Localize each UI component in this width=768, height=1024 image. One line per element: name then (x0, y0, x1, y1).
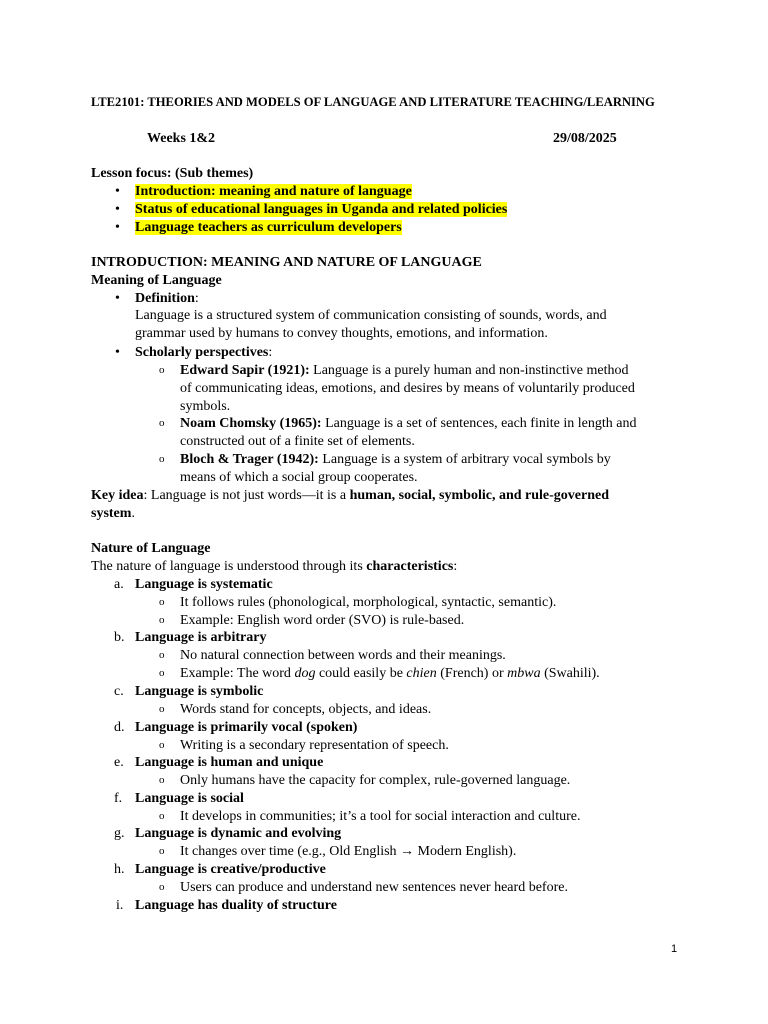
characteristic-detail: Words stand for concepts, objects, and ideas. (180, 702, 432, 717)
circle-bullet-icon: o (159, 739, 165, 751)
scholar-name: Noam Chomsky (1965): (180, 416, 322, 431)
characteristic-detail: Only humans have the capacity for complex, rule-governed language. (180, 773, 571, 788)
list-letter: a. (114, 577, 124, 592)
example-text: could easily be (315, 666, 407, 681)
circle-bullet-icon: o (159, 845, 165, 857)
section-heading-introduction: INTRODUCTION: MEANING AND NATURE OF LANGUAGE (91, 255, 482, 270)
list-letter: b. (114, 630, 125, 645)
characteristic-detail: No natural connection between words and their meanings. (180, 648, 506, 663)
key-idea-text: : Language is not just words—it is a (143, 488, 350, 503)
list-letter: h. (114, 862, 125, 877)
definition-text-1: Language is a structured system of communication consisting of sounds, words, and (135, 308, 607, 323)
bullet-icon: • (115, 202, 120, 217)
scholar-bloch-line1 (180, 451, 611, 468)
bullet-icon: • (115, 345, 120, 360)
list-letter: f. (114, 791, 123, 806)
list-letter: i. (116, 898, 124, 913)
circle-bullet-icon: o (159, 453, 165, 465)
scholar-sapir-line1 (180, 362, 628, 379)
definition-label-line (135, 290, 199, 307)
course-title-text: THEORIES AND MODELS OF LANGUAGE AND LITERATURE TEACHING/LEARNING (147, 95, 655, 109)
weeks-label: Weeks 1&2 (147, 131, 216, 146)
bullet-icon: • (115, 220, 120, 235)
scholar-text: Language is a system of arbitrary vocal symbols by (318, 452, 611, 467)
subheading-nature: Nature of Language (91, 541, 211, 556)
circle-bullet-icon: o (159, 810, 165, 822)
page-number: 1 (671, 943, 678, 955)
characteristic-title: Language is human and unique (135, 755, 324, 770)
circle-bullet-icon: o (159, 881, 165, 893)
example-word-chien: chien (406, 666, 437, 681)
characteristic-detail: It follows rules (phonological, morphological, syntactic, semantic). (180, 595, 557, 610)
example-text: (Swahili). (540, 666, 600, 681)
scholar-text: Language is a purely human and non-instinctive method (309, 363, 629, 378)
nature-intro (91, 558, 457, 575)
key-idea-emphasis: human, social, symbolic, and rule-governed (349, 488, 609, 503)
characteristic-title: Language is systematic (135, 577, 273, 592)
circle-bullet-icon: o (159, 774, 165, 786)
scholar-sapir-line2: of communicating ideas, emotions, and desires by means of voluntarily produced (180, 381, 635, 396)
nature-intro-text: The nature of language is understood through its (91, 559, 367, 574)
characteristic-title: Language is arbitrary (135, 630, 267, 645)
key-idea-emphasis-2: system (91, 506, 132, 521)
lesson-focus-item-text: Language teachers as curriculum developers (135, 220, 402, 235)
circle-bullet-icon: o (159, 596, 165, 608)
characteristic-title: Language is primarily vocal (spoken) (135, 720, 358, 735)
key-idea-label: Key idea (91, 488, 144, 503)
lesson-focus-heading: Lesson focus: (Sub themes) (91, 166, 254, 181)
scholarly-label-line (135, 344, 272, 361)
date-label: 29/08/2025 (553, 131, 617, 146)
definition-colon: : (194, 291, 199, 306)
nature-intro-bold: characteristics (366, 559, 454, 574)
list-letter: g. (114, 826, 125, 841)
characteristic-detail: Writing is a secondary representation of speech. (180, 738, 449, 753)
course-title (91, 94, 655, 111)
circle-bullet-icon: o (159, 667, 165, 679)
circle-bullet-icon: o (159, 417, 165, 429)
characteristic-title: Language is dynamic and evolving (135, 826, 342, 841)
key-idea-line1 (91, 487, 609, 504)
characteristic-title: Language is creative/productive (135, 862, 326, 877)
lesson-focus-item (135, 219, 402, 236)
key-idea-line2 (91, 505, 135, 522)
characteristic-title: Language is social (135, 791, 244, 806)
example-text: Example: The word (180, 666, 295, 681)
lesson-focus-item (135, 201, 507, 218)
scholar-bloch-line2: means of which a social group cooperates. (180, 470, 418, 485)
characteristic-detail: It changes over time (e.g., Old English → Modern English). (180, 844, 517, 859)
circle-bullet-icon: o (159, 364, 165, 376)
characteristic-detail: It develops in communities; it’s a tool for social interaction and culture. (180, 809, 581, 824)
lesson-focus-item (135, 183, 412, 200)
characteristic-detail: Example: English word order (SVO) is rule-based. (180, 613, 465, 628)
characteristic-detail-example (180, 665, 600, 682)
scholarly-label: Scholarly perspectives (135, 345, 269, 360)
bullet-icon: • (115, 291, 120, 306)
circle-bullet-icon: o (159, 614, 165, 626)
definition-text-2: grammar used by humans to convey thoughts, emotions, and information. (135, 326, 548, 341)
circle-bullet-icon: o (159, 649, 165, 661)
list-letter: c. (114, 684, 124, 699)
scholar-chomsky-line2: constructed out of a finite set of elements. (180, 434, 415, 449)
example-word-mbwa: mbwa (507, 666, 541, 681)
subheading-meaning: Meaning of Language (91, 273, 222, 288)
scholar-name: Bloch & Trager (1942): (180, 452, 319, 467)
definition-label: Definition (135, 291, 195, 306)
course-code: LTE2101: (91, 95, 145, 109)
circle-bullet-icon: o (159, 703, 165, 715)
nature-intro-end: : (453, 559, 458, 574)
list-letter: e. (114, 755, 124, 770)
scholar-sapir-line3: symbols. (180, 399, 231, 414)
lesson-focus-item-text: Status of educational languages in Uganda and related policies (135, 202, 508, 217)
bullet-icon: • (115, 184, 120, 199)
scholar-chomsky-line1 (180, 415, 636, 432)
scholarly-colon: : (268, 345, 273, 360)
example-word-dog: dog (294, 666, 316, 681)
list-letter: d. (114, 720, 125, 735)
scholar-name: Edward Sapir (1921): (180, 363, 310, 378)
lesson-focus-item-text: Introduction: meaning and nature of language (135, 184, 412, 199)
characteristic-detail: Users can produce and understand new sentences never heard before. (180, 880, 568, 895)
characteristic-title: Language has duality of structure (135, 898, 337, 913)
key-idea-end: . (131, 506, 135, 521)
scholar-text: Language is a set of sentences, each finite in length and (321, 416, 637, 431)
example-text: (French) or (436, 666, 508, 681)
characteristic-title: Language is symbolic (135, 684, 264, 699)
